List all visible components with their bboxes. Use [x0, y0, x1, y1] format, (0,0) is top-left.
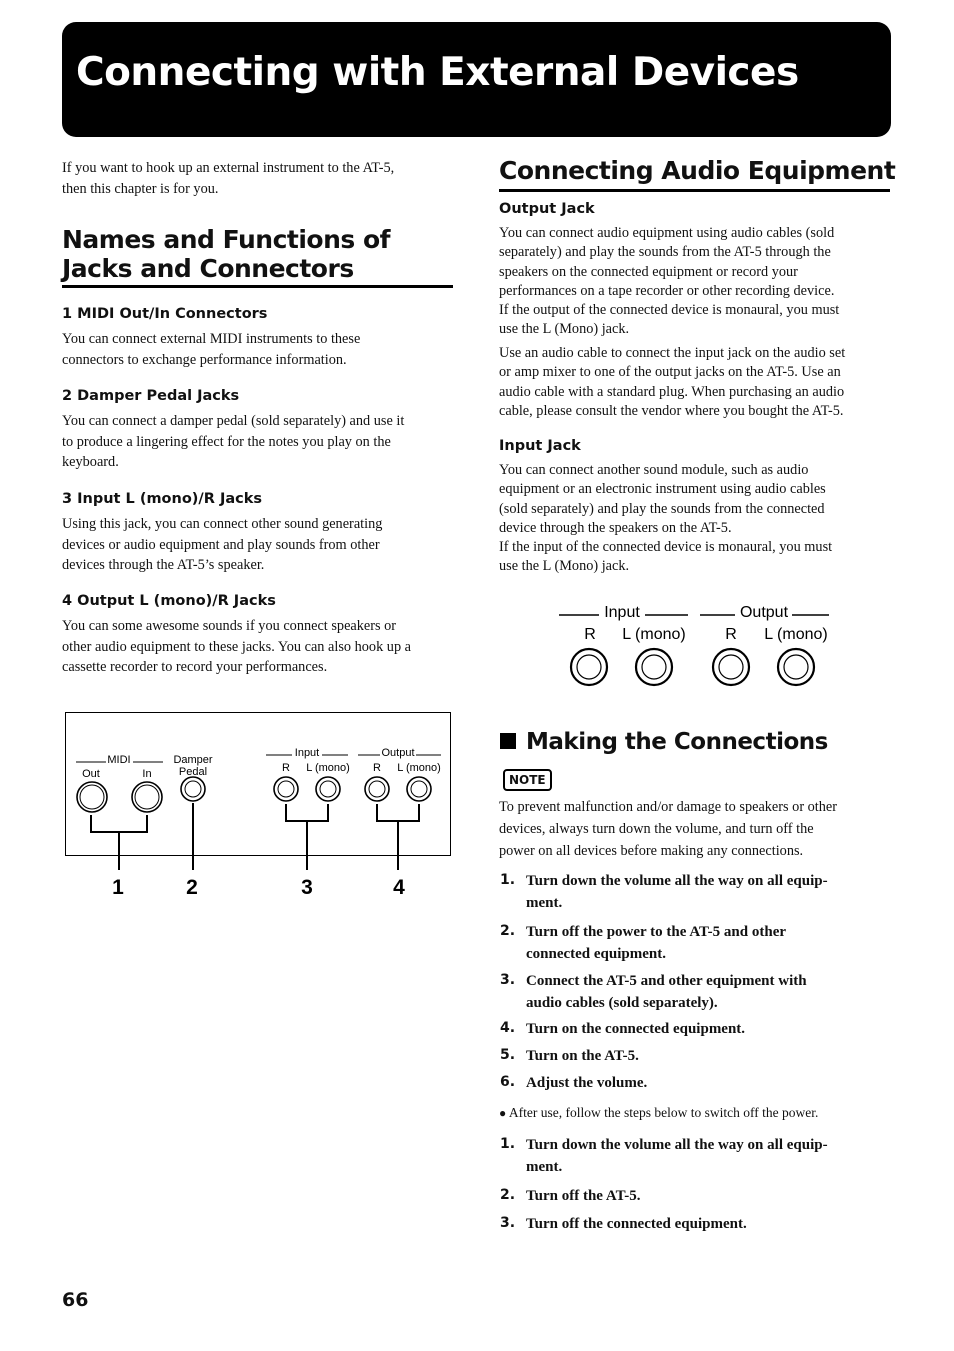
callout-4-line [377, 804, 419, 870]
output-jacks-heading: 4 Output L (mono)/R Jacks [62, 593, 276, 609]
input-l-jack [316, 777, 340, 801]
panel-output-label: Output [381, 747, 415, 759]
output-r-jack [365, 777, 389, 801]
callout-4: 4 [393, 876, 405, 899]
big-input-r-jack [571, 649, 607, 685]
panel-outline [66, 713, 451, 856]
midi-connectors-heading: 1 MIDI Out/In Connectors [62, 306, 268, 322]
input-jacks-text: Using this jack, you can connect other sound generating devices or audio equipment and play sounds from other devices through the AT-5’s speaker. [62, 516, 383, 573]
note-badge: NOTE [503, 769, 552, 791]
damper-pedal-heading: 2 Damper Pedal Jacks [62, 388, 240, 404]
midi-in-connector [132, 782, 162, 812]
input-jack-paragraph: You can connect another sound module, such as audio equipment or an electronic instrument using audio cables (sold separately) and play the sounds from the connected device through the speakers on the AT-5. If the input of the connected device is monaural, you must use the L (Mono) jack. [499, 462, 833, 575]
callout-3: 3 [301, 876, 313, 899]
square-bullet-icon [500, 733, 516, 749]
panel-output-l-label: L (mono) [397, 762, 441, 774]
panel-input-r-label: R [282, 762, 290, 774]
jacks-input-l-label: L (mono) [622, 626, 686, 643]
jacks-output-r-label: R [725, 626, 737, 643]
jacks-input-r-label: R [584, 626, 596, 643]
panel-input-l-label: L (mono) [306, 762, 350, 774]
audio-heading: Connecting Audio Equipment [499, 156, 896, 185]
output-jack-paragraph-2: Use an audio cable to connect the input jack on the audio set or amp mixer to one of the output jacks on the AT-5. Use an audio cable with a standard plug. When purchasing an audio cable, please consult the vendor where you bought the AT-5. [499, 345, 846, 419]
section-rule [499, 189, 890, 192]
after-use-note: ● After use, follow the steps below to switch off the power. [499, 1105, 819, 1120]
damper-pedal-text: You can connect a damper pedal (sold separately) and use it to produce a lingering effect for the notes you play on the keyboard. [62, 413, 405, 470]
output-jack-paragraph: You can connect audio equipment using audio cables (sold separately) and play the sounds from the AT-5 through the speakers on the connected equipment or record your performances on a tape recorder or other recording device. If the output of the connected device is monaural, you must use the L (Mono) jack. [499, 225, 840, 338]
in-label: In [142, 768, 152, 780]
pedal-label: Pedal [178, 766, 208, 778]
jacks-output-l-label: L (mono) [764, 626, 828, 643]
big-output-l-jack [778, 649, 814, 685]
damper-jack [181, 777, 205, 801]
input-jack-heading: Input Jack [499, 438, 581, 454]
callout-3-line [286, 804, 328, 870]
big-output-r-jack [713, 649, 749, 685]
page-number: 66 [62, 1289, 89, 1311]
bullet-icon: ● [499, 1106, 507, 1120]
input-jacks-heading: 3 Input L (mono)/R Jacks [62, 491, 262, 507]
callout-2: 2 [186, 876, 198, 899]
jacks-output-label: Output [739, 604, 789, 621]
page-title: Connecting with External Devices [76, 50, 799, 95]
midi-out-connector [77, 782, 107, 812]
output-l-jack [407, 777, 431, 801]
output-jacks-text: You can some awesome sounds if you connect speakers or other audio equipment to these jacks. You can also hook up a cassette recorder to record your performances. [62, 618, 412, 675]
callout-1: 1 [112, 876, 124, 899]
panel-input-label: Input [294, 747, 320, 759]
names-functions-heading: Names and Functions of Jacks and Connectors [62, 225, 391, 283]
jacks-input-label: Input [604, 604, 640, 621]
output-jack-heading: Output Jack [499, 201, 595, 217]
damper-label: Damper [173, 754, 213, 766]
panel-output-r-label: R [373, 762, 381, 774]
big-input-l-jack [636, 649, 672, 685]
input-r-jack [274, 777, 298, 801]
note-text: To prevent malfunction and/or damage to speakers or other devices, always turn down the volume, and turn off the power on all devices before making any connections. [499, 799, 838, 859]
intro-paragraph: If you want to hook up an external instrument to the AT-5, then this chapter is for you. [62, 160, 395, 197]
callout-1-line [91, 815, 147, 870]
midi-label: MIDI [107, 754, 131, 766]
connections-heading: Making the Connections [526, 729, 828, 755]
out-label: Out [82, 768, 100, 780]
midi-connectors-text: You can connect external MIDI instruments to these connectors to exchange performance information. [62, 331, 361, 368]
